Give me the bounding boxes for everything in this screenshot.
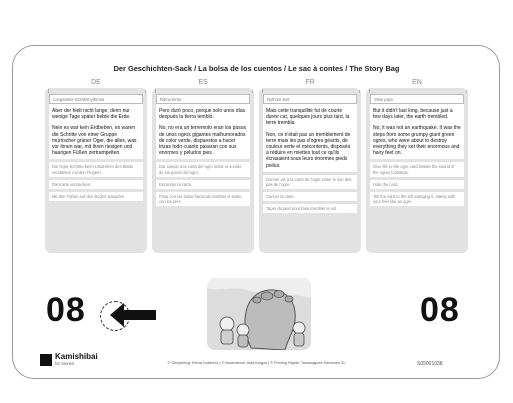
language-label: FR bbox=[305, 79, 315, 86]
text-panel bbox=[259, 88, 361, 253]
story-paragraph: Aber der hielt nicht lange, denn nur wenige Tage später bebte die Erde. bbox=[52, 108, 131, 121]
story-paragraph: Pero duró poco, porque solo unos días después la tierra tembló. bbox=[159, 108, 246, 121]
language-label: ES bbox=[198, 79, 208, 86]
instruction: Cacher la carte. bbox=[263, 192, 357, 201]
brand-subtitle: for Stories bbox=[55, 361, 75, 366]
instruction: Mit den Füßen auf den Boden stampfen. bbox=[49, 192, 143, 201]
column-es bbox=[152, 78, 254, 253]
text-panel bbox=[366, 88, 468, 253]
text-panel bbox=[152, 88, 254, 253]
text-panel bbox=[45, 88, 147, 253]
instruction: Give life to the ogre card imitate the sound of the ogres footsteps. bbox=[370, 162, 464, 176]
story-paragraph: Mais cette tranquillité fut de courte durée car, quelques jours plus tard, la terre trembla. bbox=[266, 108, 350, 127]
arrow-left-icon bbox=[104, 298, 160, 332]
instruction: Taper du pied pour faire trembler le sol. bbox=[263, 204, 357, 213]
column-en bbox=[366, 78, 468, 253]
instruction: Hide the card. bbox=[370, 180, 464, 189]
column-de bbox=[45, 78, 147, 253]
story-text bbox=[370, 104, 464, 159]
pace-label: Rythme lent bbox=[263, 94, 357, 104]
product-code: S05001038 bbox=[417, 361, 443, 367]
copyright-text: © Storytelling: Elena Gutiérrez | © Illustrations: Aida Burgos | © Printing Rights: Tamasagues Ediciones SL bbox=[167, 361, 346, 365]
instruction: Donner vie à la carte de l'ogre imiter le son des pas de l'ogre. bbox=[263, 175, 357, 189]
instruction: Pisar con las botas haciendo temblar el suelo con los pies. bbox=[156, 192, 250, 206]
story-paragraph: But it didn't last long, because just a few days later, the earth trembled. bbox=[373, 108, 453, 121]
pace-label: Langsamer Erzählrhythmus bbox=[49, 94, 143, 104]
language-label: EN bbox=[412, 79, 422, 86]
pace-label: Slow pace bbox=[370, 94, 464, 104]
instruction: Tell the card to the left swinging it, stamp with your feet like an ogre. bbox=[370, 192, 464, 206]
story-paragraph: Nein es war kein Erdbeben, es waren die Schritte von einer Gruppe mürrischer grüner Oger, die alles, was vor ihnen war, mit ihren riesigen und haarigen Füßen zertrampelten. bbox=[52, 125, 137, 157]
page-number-right: 08 bbox=[420, 291, 460, 329]
language-label: DE bbox=[91, 79, 101, 86]
instruction: Die Karte verstecken. bbox=[49, 180, 143, 189]
story-paragraph: No, it was not an earthquake. It was the steps from some grumpy giant green ogres, who were about to destroy everything they set their enormous and hairy feet on. bbox=[373, 125, 461, 157]
story-paragraph: Non, ce n'était pas un tremblement de terre mais les pas d'ogres géants, de couleur verte et mécontents, disposés à réduire en miettes tout ce qu'ils écrasaient sous leurs énormes pieds poilus. bbox=[266, 131, 351, 169]
pace-label: Ritmo lento bbox=[156, 94, 250, 104]
brand-name: Kamishibai bbox=[55, 352, 98, 361]
story-text bbox=[49, 104, 143, 159]
story-text bbox=[263, 104, 357, 172]
story-text bbox=[156, 104, 250, 159]
instruction: Die Oger-Schritte beim Umdrehen des Blatts verstärken mit den Fingern. bbox=[49, 162, 143, 176]
instruction: Dar sonido a la carta del ogro imitar el sonido de los pasos del ogro. bbox=[156, 162, 250, 176]
story-paragraph: No, no era un terremoto eran los pasos de unos ogros gigantes malhumorados de color verde, dispuestos a hacer trizas todo cuanto pasaran con sus enormes y peludos pies. bbox=[159, 125, 246, 157]
instruction: Esconder la carta. bbox=[156, 180, 250, 189]
page-number-left: 08 bbox=[46, 291, 86, 329]
ogre-feet-illustration bbox=[207, 278, 311, 350]
column-fr bbox=[259, 78, 361, 253]
page-title: Der Geschichten-Sack / La bolsa de los cuentos / Le sac à contes / The Story Bag bbox=[113, 64, 400, 73]
